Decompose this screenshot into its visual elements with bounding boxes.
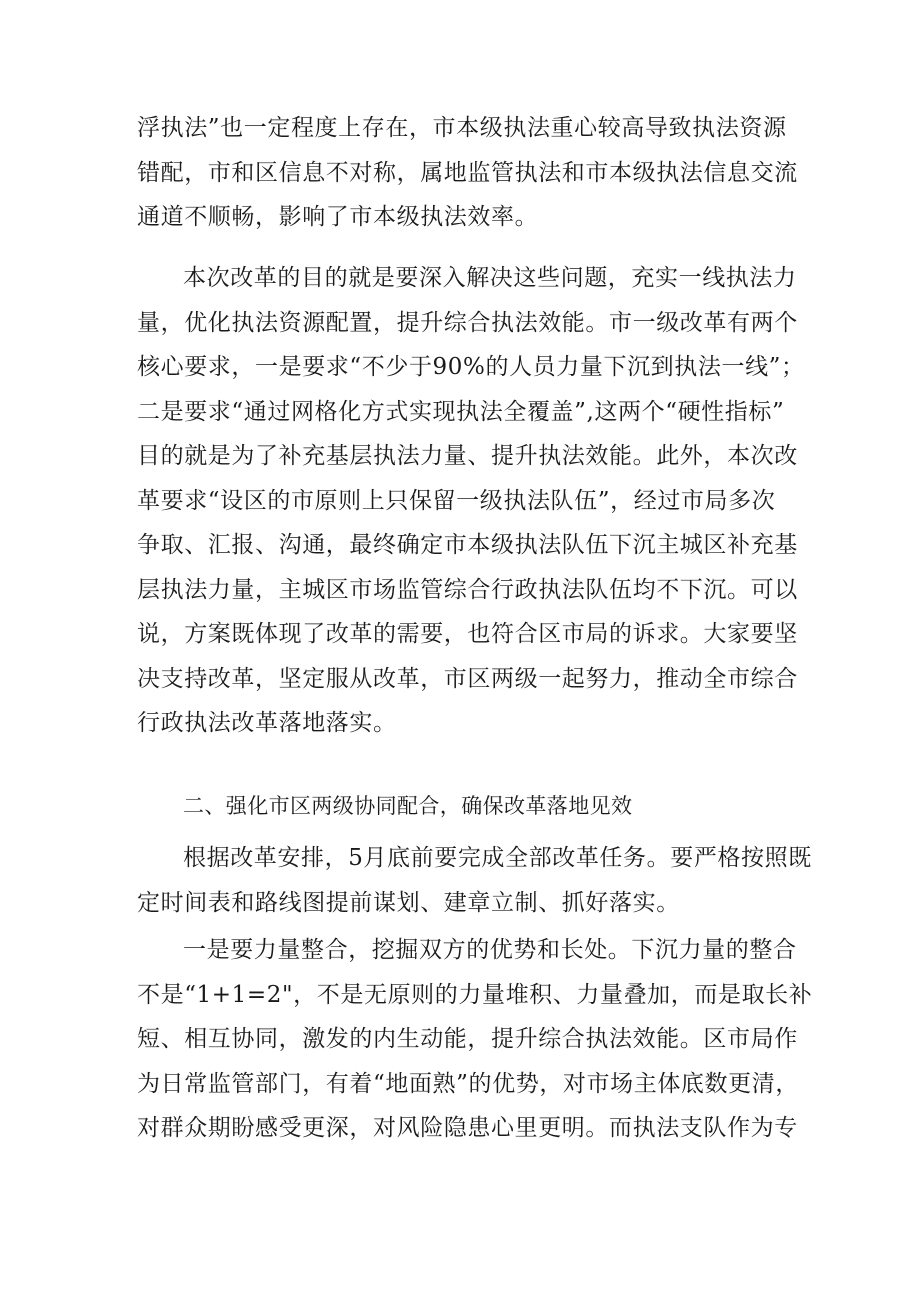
text-line: 本次改革的目的就是要深入解决这些问题，充实一线执法力 — [183, 265, 797, 291]
text-line: 二是要求“通过网格化方式实现执法全覆盖”,这两个“硬性指标” — [137, 398, 785, 425]
text-line: 为日常监管部门，有着“地面熟”的优势，对市场主体底数更清， — [137, 1070, 799, 1097]
text-line: 目的就是为了补充基层执法力量、提升执法效能。此外，本次改 — [137, 443, 798, 469]
text-line: 短、相互协同，激发的内生动能，提升综合执法效能。区市局作 — [137, 1026, 798, 1052]
paragraph-3 — [137, 836, 812, 925]
text-line: 定时间表和路线图提前谋划、建章立制、抓好落实。 — [137, 889, 680, 916]
text-line: 不是“1+1=2"，不是无原则的力量堆积、力量叠加，而是取长补 — [137, 981, 813, 1008]
text-line: 一是要力量整合，挖掘双方的优势和长处。下沉力量的整合 — [183, 937, 797, 963]
text-line: 层执法力量，主城区市场监管综合行政执法队伍均不下沉。可以 — [137, 576, 798, 603]
text-line: 浮执法”也一定程度上存在，市本级执法重心较高导致执法资源 — [137, 115, 787, 141]
text-line: 量，优化执法资源配置，提升综合执法效能。市一级改革有两个 — [137, 309, 798, 336]
text-line: 错配，市和区信息不对称，属地监管执法和市本级执法信息交流 — [137, 159, 798, 186]
text-line: 通道不顺畅，影响了市本级执法效率。 — [137, 204, 539, 230]
text-line: 革要求“设区的市原则上只保留一级执法队伍”，经过市局多次 — [137, 487, 776, 514]
text-line: 决支持改革，坚定服从改革，市区两级一起努力，推动全市综合 — [137, 665, 798, 692]
text-line: 核心要求，一是要求“不少于90%的人员力量下沉到执法一线”； — [137, 354, 805, 380]
text-line: 对群众期盼感受更深，对风险隐患心里更明。而执法支队作为专 — [137, 1115, 798, 1141]
paragraph-2 — [137, 256, 805, 746]
text-line: 说，方案既体现了改革的需要，也符合区市局的诉求。大家要坚 — [137, 621, 798, 647]
paragraph-1 — [137, 106, 798, 240]
text-line: 争取、汇报、沟通，最终确定市本级执法队伍下沉主城区补充基 — [137, 532, 798, 558]
text-line: 行政执法改革落地落实。 — [137, 710, 397, 736]
text-line: 根据改革安排，5月底前要完成全部改革任务。要严格按照既 — [183, 845, 812, 871]
section-heading — [137, 784, 787, 829]
heading-text: 二、强化市区两级协同配合，确保改革落地见效 — [183, 794, 633, 818]
paragraph-4 — [137, 928, 813, 1151]
